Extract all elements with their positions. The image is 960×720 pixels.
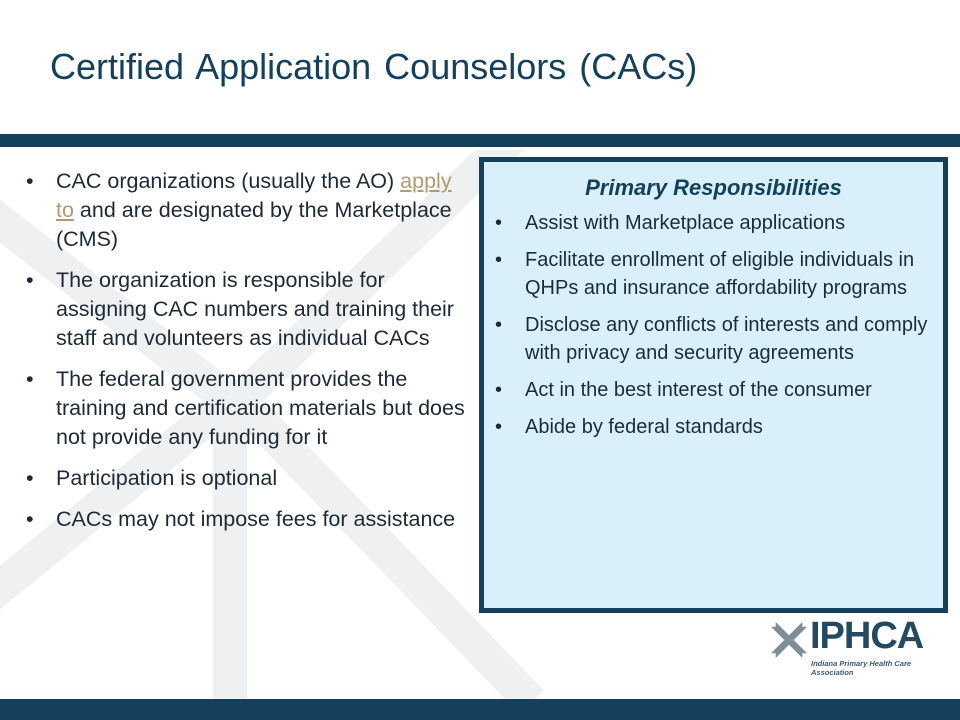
- list-item-text: The organization is responsible for assigning CAC numbers and training their staff and volunteers as individual CACs: [56, 268, 454, 350]
- list-item-text: Participation is optional: [56, 466, 278, 490]
- list-item: [26, 167, 472, 254]
- logo-mark-icon: [770, 621, 808, 659]
- header-divider: [0, 134, 960, 147]
- left-bullet-list: [26, 167, 472, 546]
- apply-to-link[interactable]: apply to: [56, 169, 452, 222]
- bullet-icon: •: [26, 268, 34, 292]
- list-item: [26, 464, 472, 493]
- list-item: [484, 311, 943, 367]
- list-item: [26, 505, 472, 534]
- bullet-icon: •: [26, 466, 34, 490]
- list-item-text: Facilitate enrollment of eligible individuals in QHPs and insurance affordability programs: [525, 249, 915, 299]
- list-item-text: and are designated by the Marketplace (CMS): [56, 198, 452, 251]
- list-item: [484, 209, 943, 237]
- list-item-text: Act in the best interest of the consumer: [525, 379, 872, 401]
- bullet-icon: •: [495, 416, 503, 438]
- list-item: [484, 376, 943, 404]
- logo-subtitle: Indiana Primary Health Care Association: [811, 659, 912, 677]
- bullet-icon: •: [495, 212, 503, 234]
- slide-title: Certified Application Counselors (CACs): [50, 46, 698, 87]
- list-item: [484, 246, 943, 302]
- bullet-icon: •: [495, 314, 503, 336]
- list-item-text: Assist with Marketplace applications: [525, 212, 846, 234]
- list-item: [484, 413, 943, 441]
- bullet-icon: •: [495, 249, 503, 271]
- list-item-text: CAC organizations (usually the AO): [56, 169, 401, 193]
- responsibilities-title: Primary Responsibilities: [585, 175, 842, 200]
- list-item-text: CACs may not impose fees for assistance: [56, 507, 456, 531]
- responsibilities-list: [484, 209, 943, 441]
- bullet-icon: •: [26, 367, 34, 391]
- responsibilities-box: [479, 157, 948, 613]
- list-item-text: Abide by federal standards: [525, 416, 763, 438]
- list-item: [26, 365, 472, 452]
- logo-wordmark: IPHCA: [810, 615, 924, 657]
- footer-bar: [0, 699, 960, 720]
- bullet-icon: •: [26, 507, 34, 531]
- list-item-text: The federal government provides the training and certification materials but does not provide any funding for it: [56, 367, 465, 449]
- bullet-icon: •: [26, 169, 34, 193]
- list-item: [26, 266, 472, 353]
- iphca-logo: [770, 615, 930, 683]
- bullet-icon: •: [495, 379, 503, 401]
- list-item-text: Disclose any conflicts of interests and comply with privacy and security agreements: [525, 314, 928, 364]
